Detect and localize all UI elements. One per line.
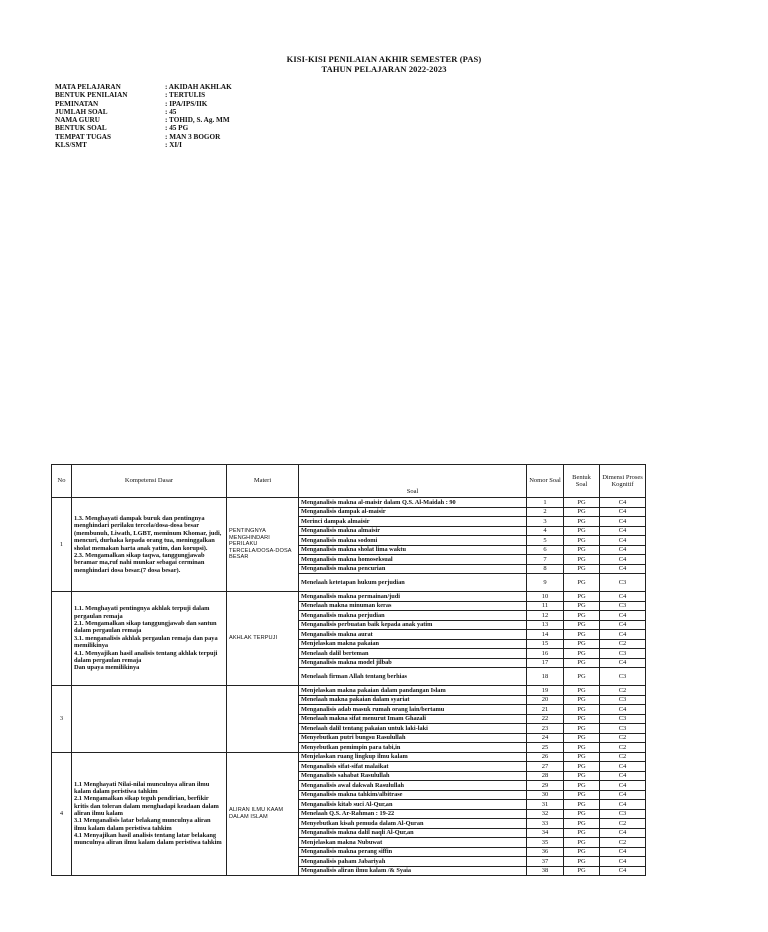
- bentuk-soal-cell: PG: [564, 847, 600, 857]
- nomor-soal-cell: 5: [527, 536, 564, 546]
- info-label: BENTUK PENILAIAN: [55, 91, 128, 100]
- kompetensi-dasar-cell: [72, 592, 227, 686]
- nomor-soal-cell: 25: [527, 743, 564, 753]
- soal-cell: Menganalisis makna sholat lima waktu: [299, 545, 527, 555]
- bentuk-soal-cell: PG: [564, 857, 600, 867]
- nomor-soal-cell: 8: [527, 564, 564, 574]
- kompetensi-dasar-cell: [72, 498, 227, 592]
- info-value: : TOHID, S. Ag. MM: [165, 116, 230, 125]
- header-soal: Soal: [299, 465, 527, 498]
- soal-cell: Menelaah makna pakaian dalam syariat: [299, 695, 527, 705]
- nomor-soal-cell: 1: [527, 498, 564, 508]
- nomor-soal-cell: 24: [527, 733, 564, 743]
- document-title-block: [0, 54, 768, 74]
- dimensi-cell: C3: [600, 695, 646, 705]
- bentuk-soal-cell: PG: [564, 790, 600, 800]
- dimensi-cell: C4: [600, 564, 646, 574]
- nomor-soal-cell: 22: [527, 714, 564, 724]
- soal-cell: Menelaah dalil tentang pakaian untuk laki-laki: [299, 724, 527, 734]
- kompetensi-dasar-item: 3.1 Menganalisis latar belakang munculnya aliran ilmu kalam dalam peristiwa tahkim: [74, 817, 211, 832]
- nomor-soal-cell: 12: [527, 611, 564, 621]
- info-label: JUMLAH SOAL: [55, 107, 108, 116]
- materi-cell: AKHLAK TERPUJI: [227, 592, 299, 686]
- kisi-kisi-table: [51, 464, 646, 876]
- info-row: [55, 91, 345, 99]
- bentuk-soal-cell: PG: [564, 658, 600, 668]
- nomor-soal-cell: 35: [527, 838, 564, 848]
- bentuk-soal-cell: PG: [564, 686, 600, 696]
- soal-cell: Menganalisis makna sodomi: [299, 536, 527, 546]
- bentuk-soal-cell: PG: [564, 781, 600, 791]
- group-number: 4: [52, 752, 72, 876]
- bentuk-soal-cell: PG: [564, 507, 600, 517]
- soal-cell: Menganalisis kitab suci Al-Qur,an: [299, 800, 527, 810]
- bentuk-soal-cell: PG: [564, 695, 600, 705]
- dimensi-cell: C2: [600, 838, 646, 848]
- bentuk-soal-cell: PG: [564, 620, 600, 630]
- info-block: [55, 83, 345, 149]
- nomor-soal-cell: 36: [527, 847, 564, 857]
- materi-cell: ALIRAN ILMU KAAM DALAM ISLAM: [227, 752, 299, 876]
- soal-cell: Menganalisis makna perjudian: [299, 611, 527, 621]
- group-number: 1: [52, 498, 72, 592]
- info-value: : MAN 3 BOGOR: [165, 132, 221, 141]
- soal-cell: Menelaah Q.S. Ar-Rahman : 19-22: [299, 809, 527, 819]
- nomor-soal-cell: 19: [527, 686, 564, 696]
- info-label: KLS/SMT: [55, 141, 87, 150]
- bentuk-soal-cell: PG: [564, 714, 600, 724]
- dimensi-cell: C4: [600, 611, 646, 621]
- bentuk-soal-cell: PG: [564, 866, 600, 876]
- soal-cell: Menganalisis awal dakwah Rasulullah: [299, 781, 527, 791]
- dimensi-cell: C3: [600, 724, 646, 734]
- bentuk-soal-cell: PG: [564, 601, 600, 611]
- dimensi-cell: C4: [600, 790, 646, 800]
- table-row: [52, 498, 646, 508]
- info-row: [55, 108, 345, 116]
- kompetensi-dasar-cell: [72, 752, 227, 876]
- soal-cell: Menganalisis sifat-sifat malaikat: [299, 762, 527, 772]
- group-number: 3: [52, 686, 72, 753]
- dimensi-cell: C2: [600, 743, 646, 753]
- kompetensi-dasar-item: 2.1. Mengamalkan sikap tanggungjawab dan santun dalam pergaulan remaja: [74, 620, 217, 635]
- nomor-soal-cell: 33: [527, 819, 564, 829]
- soal-cell: Menganalisis dampak al-maisir: [299, 507, 527, 517]
- soal-cell: Menjelaskan makna pakaian dalam pandangan Islam: [299, 686, 527, 696]
- nomor-soal-cell: 10: [527, 592, 564, 602]
- bentuk-soal-cell: PG: [564, 838, 600, 848]
- bentuk-soal-cell: PG: [564, 705, 600, 715]
- soal-cell: Menganalisis makna homoseksual: [299, 555, 527, 565]
- info-value: : XI/I: [165, 141, 182, 150]
- bentuk-soal-cell: PG: [564, 498, 600, 508]
- soal-cell: Menganalisis adab masuk rumah orang lain/bertamu: [299, 705, 527, 715]
- soal-cell: Menganalisis sahabat Rasulullah: [299, 771, 527, 781]
- document-subtitle: TAHUN PELAJARAN 2022-2023: [321, 64, 447, 74]
- bentuk-soal-cell: PG: [564, 724, 600, 734]
- nomor-soal-cell: 6: [527, 545, 564, 555]
- bentuk-soal-cell: PG: [564, 771, 600, 781]
- nomor-soal-cell: 11: [527, 601, 564, 611]
- nomor-soal-cell: 26: [527, 752, 564, 762]
- nomor-soal-cell: 28: [527, 771, 564, 781]
- dimensi-cell: C4: [600, 545, 646, 555]
- bentuk-soal-cell: PG: [564, 517, 600, 527]
- kompetensi-dasar-item: 1.1. Menghayati pentingnya akhlak terpuji dalam pergaulan remaja: [74, 605, 210, 620]
- header-kompetensi-dasar: Kompetensi Dasar: [72, 465, 227, 498]
- bentuk-soal-cell: PG: [564, 574, 600, 592]
- header-no: No: [52, 465, 72, 498]
- nomor-soal-cell: 4: [527, 526, 564, 536]
- nomor-soal-cell: 13: [527, 620, 564, 630]
- bentuk-soal-cell: PG: [564, 800, 600, 810]
- soal-cell: Menelaah dalil berteman: [299, 649, 527, 659]
- info-value: : IPA/IPS/IIK: [165, 99, 208, 108]
- info-value: : TERTULIS: [165, 91, 206, 100]
- dimensi-cell: C4: [600, 847, 646, 857]
- soal-cell: Menjelaskan makna Nubuwat: [299, 838, 527, 848]
- bentuk-soal-cell: PG: [564, 733, 600, 743]
- nomor-soal-cell: 29: [527, 781, 564, 791]
- dimensi-cell: C4: [600, 857, 646, 867]
- nomor-soal-cell: 15: [527, 639, 564, 649]
- dimensi-cell: C4: [600, 866, 646, 876]
- nomor-soal-cell: 3: [527, 517, 564, 527]
- dimensi-cell: C4: [600, 658, 646, 668]
- kompetensi-dasar-item: 4.1. Menyajikan hasil analisis tentang akhlak terpuji dalam pergaulan remaja: [74, 649, 218, 664]
- bentuk-soal-cell: PG: [564, 819, 600, 829]
- bentuk-soal-cell: PG: [564, 564, 600, 574]
- document-title: KISI-KISI PENILAIAN AKHIR SEMESTER (PAS): [286, 54, 482, 64]
- nomor-soal-cell: 37: [527, 857, 564, 867]
- dimensi-cell: C4: [600, 555, 646, 565]
- kompetensi-dasar-item: 2.3. Mengamalkan sikap taqwa, tanggungjawab beramar ma,ruf nahi munkar sebagai cerminan menghindari dosa besar.(7 dosa besar).: [74, 551, 205, 574]
- kompetensi-dasar-item: 4.1 Menyajikan hasil analisis tentang latar belakang munculnya aliran ilmu kalam dalam peristiwa tahkim: [74, 832, 222, 847]
- soal-cell: Menganalisis makna tahkim/albitrase: [299, 790, 527, 800]
- info-label: TEMPAT TUGAS: [55, 132, 111, 141]
- bentuk-soal-cell: PG: [564, 639, 600, 649]
- nomor-soal-cell: 38: [527, 866, 564, 876]
- nomor-soal-cell: 16: [527, 649, 564, 659]
- info-label: BENTUK SOAL: [55, 124, 107, 133]
- dimensi-cell: C4: [600, 526, 646, 536]
- dimensi-cell: C4: [600, 517, 646, 527]
- dimensi-cell: C2: [600, 639, 646, 649]
- bentuk-soal-cell: PG: [564, 828, 600, 838]
- dimensi-cell: C4: [600, 536, 646, 546]
- soal-cell: Menelaah makna minuman keras: [299, 601, 527, 611]
- info-label: PEMINATAN: [55, 99, 99, 108]
- dimensi-cell: C4: [600, 800, 646, 810]
- bentuk-soal-cell: PG: [564, 545, 600, 555]
- soal-cell: Menganalisis makna model jilbab: [299, 658, 527, 668]
- soal-cell: Menganalisis paham Jabariyah: [299, 857, 527, 867]
- dimensi-cell: C4: [600, 592, 646, 602]
- soal-cell: Menyebutkan kisah pemuda dalam Al-Quran: [299, 819, 527, 829]
- kompetensi-dasar-item: 1.1 Menghayati Nilai-nilai munculnya aliran ilmu kalam dalam peristiwa tahkim: [74, 780, 210, 796]
- nomor-soal-cell: 32: [527, 809, 564, 819]
- table-row: [52, 752, 646, 762]
- nomor-soal-cell: 2: [527, 507, 564, 517]
- header-nomor-soal: Nomor Soal: [527, 465, 564, 498]
- dimensi-cell: C4: [600, 620, 646, 630]
- info-label: MATA PELAJARAN: [55, 83, 121, 91]
- table-row: [52, 686, 646, 696]
- info-value: : 45 PG: [165, 124, 189, 133]
- dimensi-cell: C2: [600, 686, 646, 696]
- soal-cell: Menelaah makna sifat menurut Imam Ghazali: [299, 714, 527, 724]
- nomor-soal-cell: 20: [527, 695, 564, 705]
- soal-cell: Menganalisis makna permainan/judi: [299, 592, 527, 602]
- info-row: [55, 83, 345, 91]
- bentuk-soal-cell: PG: [564, 555, 600, 565]
- dimensi-cell: C3: [600, 809, 646, 819]
- soal-cell: Menjelaskan makna pakaian: [299, 639, 527, 649]
- dimensi-cell: C3: [600, 714, 646, 724]
- soal-cell: Menganalisis makna dalil naqli Al-Qur,an: [299, 828, 527, 838]
- nomor-soal-cell: 9: [527, 574, 564, 592]
- nomor-soal-cell: 18: [527, 668, 564, 686]
- dimensi-cell: C3: [600, 574, 646, 592]
- header-dimensi: Dimensi Proses Kognitif: [600, 465, 646, 498]
- soal-cell: Menganalisis makna almaisir: [299, 526, 527, 536]
- header-bentuk-soal: Bentuk Soal: [564, 465, 600, 498]
- dimensi-cell: C4: [600, 771, 646, 781]
- bentuk-soal-cell: PG: [564, 526, 600, 536]
- info-label: NAMA GURU: [55, 116, 100, 125]
- info-value: : AKIDAH AKHLAK: [165, 83, 232, 91]
- nomor-soal-cell: 31: [527, 800, 564, 810]
- kompetensi-dasar-item: 2.1 Mengamalkan sikap teguh pendirian, berfikir kritis dan toleran dalam menghadapi keadaan dalam aliran ilmu kalam: [74, 795, 219, 818]
- info-row: [55, 133, 345, 141]
- dimensi-cell: C3: [600, 649, 646, 659]
- group-number: [52, 592, 72, 686]
- nomor-soal-cell: 7: [527, 555, 564, 565]
- bentuk-soal-cell: PG: [564, 743, 600, 753]
- kompetensi-dasar-item: 1.3. Menghayati dampak buruk dan pentingnya menghindari perilaku tercela/dosa-dosa besar (membunuh, Liwath, LGBT, meminum Khomar, judi, mencuri, durhaka kepada orang tua, meninggalkan sholat memakan harta anak yatim, dan korupsi).: [74, 515, 222, 552]
- nomor-soal-cell: 27: [527, 762, 564, 772]
- info-row: [55, 116, 345, 124]
- soal-cell: Menganalisis makna pencurian: [299, 564, 527, 574]
- kompetensi-dasar-cell: [72, 686, 227, 753]
- bentuk-soal-cell: PG: [564, 752, 600, 762]
- materi-cell: PENTINGNYA MENGHINDARI PERILAKU TERCELA/DOSA-DOSA BESAR: [227, 498, 299, 592]
- soal-cell: Menganalisis makna aurat: [299, 630, 527, 640]
- soal-cell: Menyebutkan pemimpin para tabi,in: [299, 743, 527, 753]
- soal-cell: Menjelaskan ruang lingkup ilmu kalam: [299, 752, 527, 762]
- kompetensi-dasar-item: 3.1. menganalisis akhlak pergaulan remaja dan paya memilikinya: [74, 634, 218, 650]
- nomor-soal-cell: 34: [527, 828, 564, 838]
- bentuk-soal-cell: PG: [564, 649, 600, 659]
- soal-cell: Menganalisis makna perang siffin: [299, 847, 527, 857]
- dimensi-cell: C4: [600, 828, 646, 838]
- bentuk-soal-cell: PG: [564, 762, 600, 772]
- bentuk-soal-cell: PG: [564, 536, 600, 546]
- dimensi-cell: C3: [600, 601, 646, 611]
- dimensi-cell: C4: [600, 630, 646, 640]
- bentuk-soal-cell: PG: [564, 592, 600, 602]
- bentuk-soal-cell: PG: [564, 668, 600, 686]
- soal-cell: Menganalisis perbuatan baik kepada anak yatim: [299, 620, 527, 630]
- soal-cell: Menganalisis aliran ilmu kalam /& Syaia: [299, 866, 527, 876]
- dimensi-cell: C3: [600, 668, 646, 686]
- nomor-soal-cell: 21: [527, 705, 564, 715]
- dimensi-cell: C4: [600, 705, 646, 715]
- soal-cell: Menelaah ketetapan hukum perjudian: [299, 574, 527, 592]
- info-value: : 45: [165, 107, 177, 116]
- dimensi-cell: C2: [600, 752, 646, 762]
- dimensi-cell: C4: [600, 781, 646, 791]
- bentuk-soal-cell: PG: [564, 630, 600, 640]
- dimensi-cell: C4: [600, 762, 646, 772]
- bentuk-soal-cell: PG: [564, 809, 600, 819]
- materi-cell: [227, 686, 299, 753]
- dimensi-cell: C4: [600, 507, 646, 517]
- kompetensi-dasar-item: Dan upaya memilikinya: [74, 664, 140, 672]
- soal-cell: Menyebutkan putri bungsu Rasulullah: [299, 733, 527, 743]
- header-materi: Materi: [227, 465, 299, 498]
- soal-cell: Merinci dampak almaisir: [299, 517, 527, 527]
- soal-cell: Menelaah firman Allah tentang berhias: [299, 668, 527, 686]
- nomor-soal-cell: 14: [527, 630, 564, 640]
- nomor-soal-cell: 17: [527, 658, 564, 668]
- soal-cell: Menganalisis makna al-maisir dalam Q.S. Al-Maidah : 90: [299, 498, 527, 508]
- dimensi-cell: C2: [600, 819, 646, 829]
- dimensi-cell: C2: [600, 733, 646, 743]
- nomor-soal-cell: 30: [527, 790, 564, 800]
- table-row: [52, 592, 646, 602]
- info-row: [55, 141, 345, 149]
- nomor-soal-cell: 23: [527, 724, 564, 734]
- dimensi-cell: C4: [600, 498, 646, 508]
- info-row: [55, 124, 345, 132]
- bentuk-soal-cell: PG: [564, 611, 600, 621]
- info-row: [55, 100, 345, 108]
